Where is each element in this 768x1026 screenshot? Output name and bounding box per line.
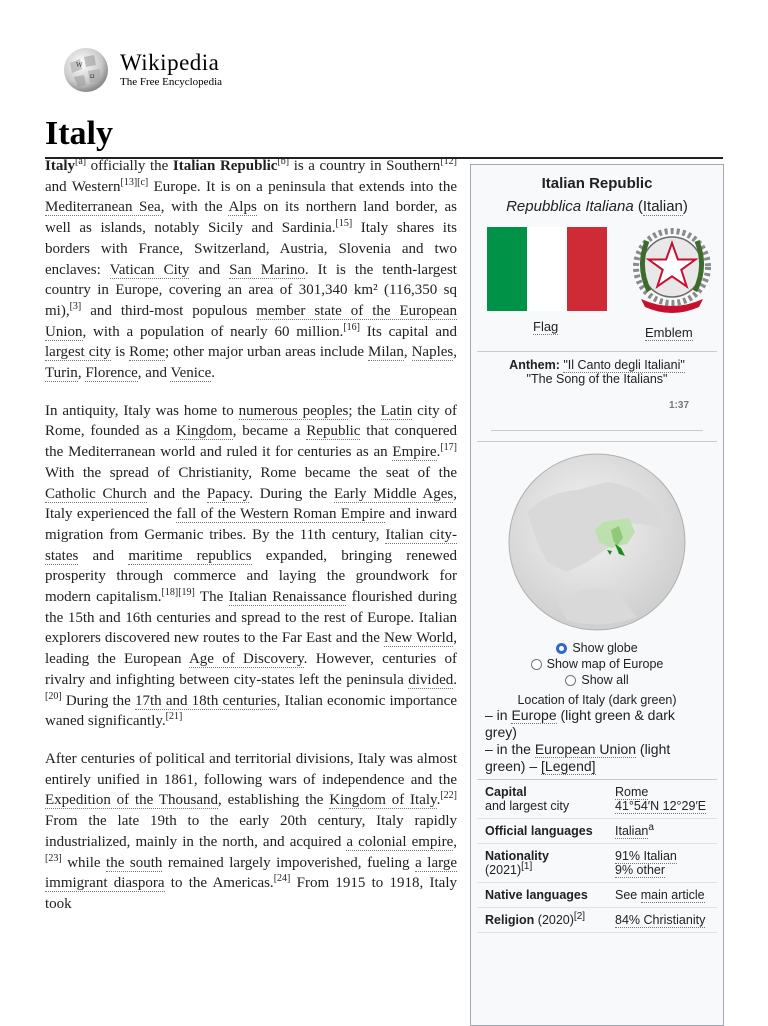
article-link[interactable]: member state of the European Union <box>45 302 457 340</box>
infobox-row <box>477 780 717 819</box>
infobox-row-label: Native languages <box>485 888 588 902</box>
europe-link[interactable]: Europe <box>511 707 557 723</box>
citation-link[interactable]: [23] <box>45 852 62 864</box>
infobox-row-value <box>615 849 711 877</box>
article-link[interactable]: Italian Renaissance <box>228 589 347 606</box>
map-option-label: Show all <box>581 673 629 687</box>
site-header[interactable] <box>62 46 222 92</box>
article-link[interactable]: Empire <box>392 444 437 461</box>
loc-line2-post: (light green) – <box>485 741 671 774</box>
site-name: Wikipedia <box>120 49 220 75</box>
infobox-value-link[interactable]: 91% Italian <box>615 849 677 863</box>
citation-link[interactable]: [a] <box>75 156 87 167</box>
infobox-row-label: Nationality (2021)[1] <box>485 849 549 877</box>
location-map-section <box>477 441 717 775</box>
citation-link[interactable]: [15] <box>335 218 353 230</box>
flag-of-italy[interactable] <box>487 227 607 311</box>
radio-unchecked-icon[interactable] <box>565 675 576 686</box>
article-paragraph: Italy[a] officially the Italian Republic[b] is a country in Southern[12] and Western[13][c] Europe. It is on a peninsula that extends into the Mediterranean Sea, with the Alps on its northern land border, as well as islands, notably Sicily and Sardinia.[15] Italy shares its borders with France, Switzerland, Austria, Slovenia and two enclaves: Vatican City and San Marino. It is the tenth-largest country in Europe, covering an area of 301,340 km² (116,350 sq mi),[3] and third-most populous member state of the European Union, with a population of nearly 60 million.[16] Its capital and largest city is Rome; other major urban areas include Milan, Naples, Turin, Florence, and Venice. <box>45 156 458 382</box>
location-caption: Location of Italy (dark green) <box>517 693 677 707</box>
article-link[interactable]: Milan <box>368 344 404 361</box>
infobox-row <box>477 819 717 844</box>
audio-duration: 1:37 <box>668 400 689 411</box>
article-link[interactable]: Florence <box>85 365 138 382</box>
article-link[interactable]: Rome <box>129 344 166 361</box>
infobox-value-link[interactable]: 41°54′N 12°29′E <box>615 799 707 813</box>
article-link[interactable]: Papacy <box>206 485 250 502</box>
footnote-link[interactable]: a <box>648 821 654 833</box>
map-option-label: Show globe <box>572 641 638 655</box>
page-title: Italy <box>45 114 723 159</box>
flag-stripe <box>567 227 607 311</box>
article-link[interactable]: 17th and 18th centuries <box>135 692 277 709</box>
infobox-value-link[interactable]: Rome <box>615 785 649 799</box>
map-toggle-options <box>477 640 717 688</box>
article-link[interactable]: divided <box>408 671 454 688</box>
infobox-row-label: Capital and largest city <box>485 785 570 813</box>
citation-link[interactable]: [17] <box>440 442 457 454</box>
infobox-row-value <box>615 785 711 813</box>
citation-link[interactable]: [12] <box>440 156 457 167</box>
emblem-of-italy-icon[interactable] <box>627 221 717 317</box>
flag-stripe <box>487 227 527 311</box>
bold-term: Italy <box>45 158 75 174</box>
location-lines <box>477 707 717 775</box>
svg-text:Ω: Ω <box>90 74 95 80</box>
map-option-radio[interactable] <box>477 672 717 688</box>
infobox-row-value <box>615 913 711 927</box>
infobox <box>470 164 724 1026</box>
audio-player[interactable] <box>491 390 703 431</box>
flag-emblem-images <box>477 227 717 341</box>
loc-line1-post: (light green & dark grey) <box>485 707 675 740</box>
map-option-label: Show map of Europe <box>546 657 664 671</box>
map-option-radio[interactable] <box>477 640 717 656</box>
infobox-native-name: Repubblica Italiana (Italian) <box>506 198 688 215</box>
infobox-row <box>477 883 717 908</box>
infobox-title: Italian Republic <box>541 175 653 192</box>
article-link[interactable]: Kingdom <box>176 423 233 440</box>
infobox-row-value: See main article <box>615 888 705 902</box>
citation-link[interactable]: [21] <box>165 711 183 723</box>
infobox-row-value <box>615 821 711 838</box>
article-paragraph: After centuries of political and territorial divisions, Italy was almost entirely unified in 1861, following wars of independence and the Expedition of the Thousand, establishing the Kingdom of Italy.[22] From the late 19th to the early 20th century, Italy rapidly industrialized, mainly in the north, and acquired a colonial empire,[23] while the south remained largely impoverished, fueling a large immigrant diaspora to the Americas.[24] From 1915 to 1918, Italy took <box>45 750 457 912</box>
article-link[interactable]: Venice <box>170 365 212 382</box>
article-link[interactable]: fall of the Western Roman Empire <box>176 506 385 523</box>
map-option-radio[interactable] <box>477 656 717 672</box>
citation-link[interactable]: [20] <box>45 690 62 702</box>
article-link[interactable]: Mediterranean Sea <box>45 199 161 216</box>
orthographic-globe-map[interactable] <box>507 452 687 632</box>
article-link[interactable]: Age of Discovery <box>188 651 304 668</box>
article-link[interactable]: the south <box>106 854 163 871</box>
citation-link[interactable]: [22] <box>440 790 457 802</box>
article-paragraph: In antiquity, Italy was home to numerous peoples; the Latin city of Rome, founded as a Kingdom, became a Republic that conquered the Mediterranean world and ruled it for centuries as an Empire.[17] With the spread of Christianity, Rome became the seat of the Catholic Church and the Papacy. During the Early Middle Ages, Italy experienced the fall of the Western Roman Empire and inward migration from Germanic tribes. By the 11th century, Italian city-states and maritime republics expanded, bringing renewed prosperity through commerce and laying the groundwork for modern capitalism.[18][19] The Italian Renaissance flourished during the 15th and 16th centuries and spread to the rest of Europe. Italian explorers discovered new routes to the Far East and the New World, leading the European Age of Discovery. However, centuries of rivalry and infighting between city-states left the peninsula divided.[20] During the 17th and 18th centuries, Italian economic importance waned significantly.[21] <box>45 402 458 730</box>
bold-term: Italian Republic <box>172 158 278 174</box>
article-link[interactable]: maritime republics <box>128 547 252 564</box>
article-link[interactable]: Alps <box>228 199 257 216</box>
article-link[interactable]: a colonial empire <box>346 833 454 850</box>
anthem-translation: "The Song of the Italians" <box>526 372 668 386</box>
article-link[interactable]: largest city <box>45 344 112 361</box>
citation-link[interactable]: [2] <box>573 910 586 922</box>
infobox-row <box>477 908 717 933</box>
article-link[interactable]: numerous peoples <box>238 402 349 419</box>
legend-link[interactable]: [Legend] <box>541 758 596 774</box>
citation-link[interactable]: [1] <box>521 860 533 872</box>
infobox-value-link[interactable]: 9% other <box>615 863 666 877</box>
radio-checked-icon[interactable] <box>556 643 567 654</box>
infobox-row <box>477 844 717 883</box>
article-link[interactable]: Early Middle Ages <box>333 485 454 502</box>
article-link[interactable]: Kingdom of Italy <box>329 792 437 809</box>
flag-stripe <box>527 227 567 311</box>
article-link[interactable]: Catholic Church <box>45 485 147 502</box>
citation-link[interactable]: [24] <box>273 873 291 885</box>
infobox-value-link[interactable]: main article <box>640 888 705 902</box>
article-link[interactable]: a large immigrant diaspora <box>45 854 457 892</box>
infobox-row-label: Official languages <box>485 824 593 838</box>
article-body <box>45 156 457 932</box>
loc-line2-pre: – in the <box>485 741 535 757</box>
flag-caption[interactable]: Flag <box>533 319 559 334</box>
citation-link[interactable]: [b] <box>277 156 290 167</box>
anthem-link[interactable]: "Il Canto degli Italiani" <box>563 358 685 372</box>
article-link[interactable]: Republic <box>306 423 361 440</box>
article-link[interactable]: Expedition of the Thousand <box>45 792 219 809</box>
article-link[interactable]: Turin <box>45 365 78 382</box>
emblem-caption[interactable]: Emblem <box>645 325 693 340</box>
citation-link[interactable]: [18][19] <box>161 587 195 599</box>
native-name: Repubblica Italiana <box>506 198 634 215</box>
article-link[interactable]: Latin <box>380 402 413 419</box>
svg-text:W: W <box>76 61 83 69</box>
article-link[interactable]: San Marino <box>229 261 305 278</box>
loc-line1-pre: – in <box>485 707 512 723</box>
anthem-label: Anthem: <box>509 358 560 372</box>
site-tagline: The Free Encyclopedia <box>120 75 223 88</box>
citation-link[interactable]: [13][c] <box>120 176 149 188</box>
native-language-link[interactable]: Italian <box>642 198 683 215</box>
anthem-section <box>477 351 717 386</box>
radio-unchecked-icon[interactable] <box>531 659 542 670</box>
citation-link[interactable]: [16] <box>343 321 360 333</box>
eu-link[interactable]: European Union <box>534 741 637 757</box>
article-link[interactable]: New World <box>384 630 454 647</box>
article-link[interactable]: Vatican City <box>109 261 190 278</box>
infobox-row-label: Religion (2020)[2] <box>485 910 586 927</box>
citation-link[interactable]: [3] <box>69 300 82 312</box>
wikipedia-puzzle-globe-icon <box>62 45 110 93</box>
article-link[interactable]: Naples <box>411 344 454 361</box>
infobox-value-link[interactable]: Italian <box>615 824 649 838</box>
infobox-value-link[interactable]: 84% Christianity <box>615 913 706 927</box>
infobox-rows <box>477 779 717 933</box>
article-link[interactable]: Italian city-states <box>45 526 457 564</box>
